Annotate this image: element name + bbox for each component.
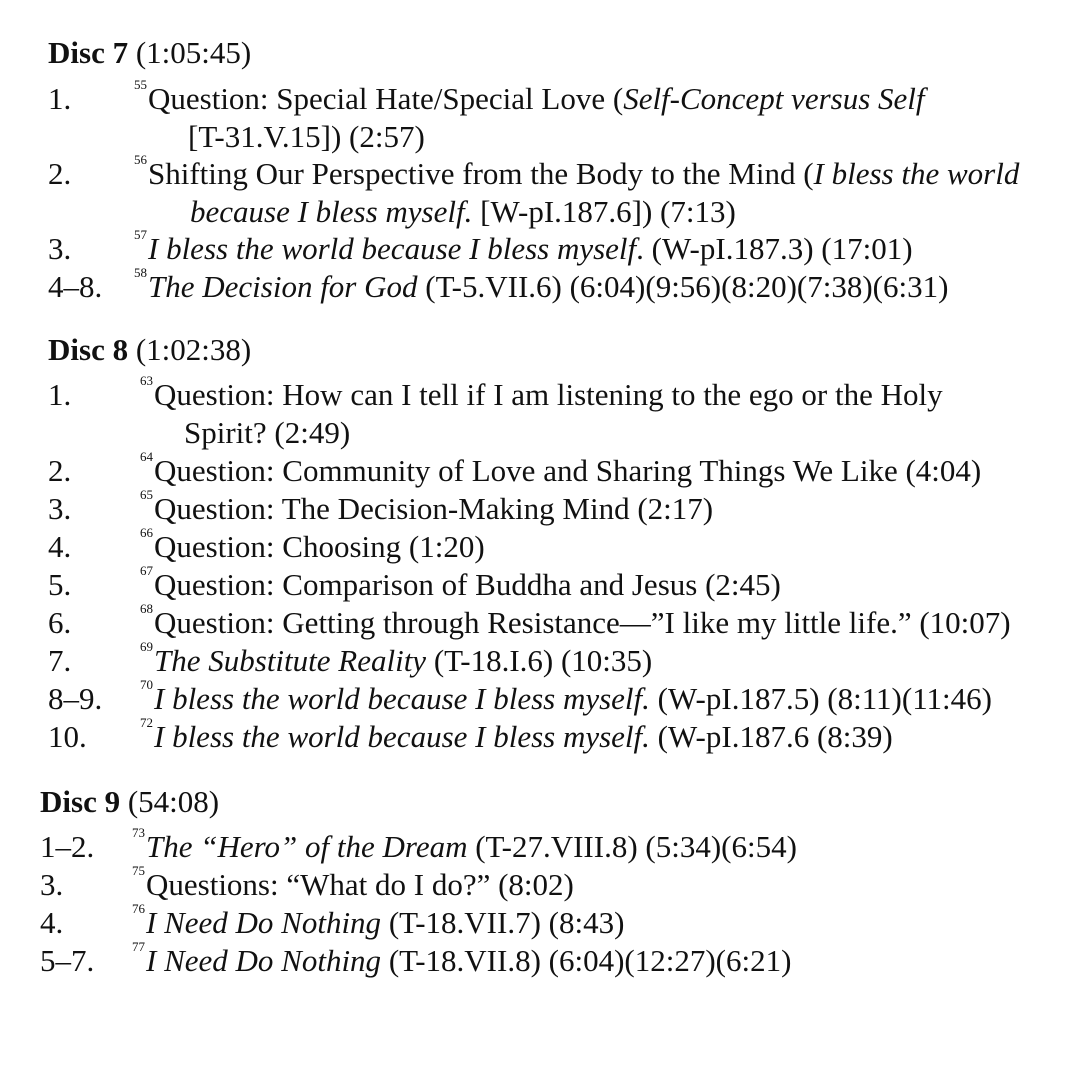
- track-number: 5–7.: [40, 943, 95, 978]
- track-number: 3.: [40, 867, 64, 902]
- footnote-ref: 69: [140, 639, 153, 654]
- track-number: 2.: [48, 156, 72, 191]
- track-title: [134, 152, 1020, 193]
- track-italic: I bless the world because I bless myself.: [154, 681, 650, 716]
- track-italic: The “Hero” of the Dream: [146, 829, 468, 864]
- track-number: 8–9.: [48, 681, 103, 716]
- footnote-ref: 70: [140, 677, 153, 692]
- track-text: (T-5.VII.6) (6:04)(9:56)(8:20)(7:38)(6:31): [417, 269, 949, 304]
- disc-duration: (1:02:38): [135, 332, 252, 367]
- disc-heading: [48, 34, 251, 72]
- track-text: [T-31.V.15]) (2:57): [188, 119, 425, 154]
- track-italic: The Substitute Reality: [154, 643, 427, 678]
- track-text: [W-pI.187.6]) (7:13): [472, 194, 736, 229]
- track-italic: The Decision for God: [148, 269, 418, 304]
- track-number: 10.: [48, 719, 87, 754]
- track-title: [132, 939, 792, 980]
- track-title: [140, 601, 1011, 642]
- track-text: (W-pI.187.6 (8:39): [649, 719, 893, 754]
- footnote-ref: 55: [134, 77, 147, 92]
- track-title: [132, 901, 625, 942]
- track-italic: I Need Do Nothing: [146, 905, 382, 940]
- track-text: Question: Special Hate/Special Love (: [148, 81, 624, 116]
- disc-title: Disc 9: [40, 784, 121, 819]
- track-title: [134, 77, 925, 118]
- track-text: Question: Getting through Resistance—”I like my little life.” (10:07): [154, 605, 1011, 640]
- track-number: 5.: [48, 567, 72, 602]
- track-text: (T-18.VII.8) (6:04)(12:27)(6:21): [381, 943, 792, 978]
- track-text: Shifting Our Perspective from the Body to the Mind (: [148, 156, 814, 191]
- footnote-ref: 77: [132, 939, 145, 954]
- track-title: [132, 863, 574, 904]
- footnote-ref: 56: [134, 152, 147, 167]
- track-italic: I bless the world because I bless myself: [148, 231, 637, 266]
- track-text: Question: The Decision-Making Mind (2:17): [154, 491, 714, 526]
- track-title: [134, 265, 949, 306]
- track-number: 7.: [48, 643, 72, 678]
- track-number: 1.: [48, 81, 72, 116]
- track-text: (T-18.I.6) (10:35): [426, 643, 653, 678]
- track-title-continued: [184, 414, 350, 452]
- track-text: (T-18.VII.7) (8:43): [381, 905, 625, 940]
- footnote-ref: 75: [132, 863, 145, 878]
- track-title: [134, 227, 913, 268]
- track-title-continued: [190, 193, 736, 231]
- track-number: 6.: [48, 605, 72, 640]
- track-italic: I bless the world: [813, 156, 1020, 191]
- track-number: 4–8.: [48, 269, 103, 304]
- track-text: Question: Community of Love and Sharing Things We Like (4:04): [154, 453, 982, 488]
- footnote-ref: 76: [132, 901, 145, 916]
- track-number: 4.: [40, 905, 64, 940]
- disc-heading: [48, 331, 251, 369]
- track-title: [140, 449, 982, 490]
- footnote-ref: 72: [140, 715, 153, 730]
- track-number: 4.: [48, 529, 72, 564]
- track-title: [140, 563, 781, 604]
- track-text: . (W-pI.187.3) (17:01): [636, 231, 913, 266]
- disc-duration: (1:05:45): [135, 35, 252, 70]
- track-number: 3.: [48, 491, 72, 526]
- track-text: Spirit? (2:49): [184, 415, 351, 450]
- track-title: [140, 677, 992, 718]
- track-number: 1–2.: [40, 829, 95, 864]
- footnote-ref: 73: [132, 825, 145, 840]
- track-italic: I bless the world because I bless myself.: [154, 719, 650, 754]
- track-number: 1.: [48, 377, 72, 412]
- track-text: Question: How can I tell if I am listening to the ego or the Holy: [154, 377, 943, 412]
- track-number: 3.: [48, 231, 72, 266]
- track-italic: Self-Concept versus Self: [623, 81, 925, 116]
- track-italic: I Need Do Nothing: [146, 943, 382, 978]
- footnote-ref: 66: [140, 525, 153, 540]
- track-text: Question: Comparison of Buddha and Jesus (2:45): [154, 567, 781, 602]
- footnote-ref: 63: [140, 373, 153, 388]
- track-title: [140, 487, 714, 528]
- track-title: [132, 825, 797, 866]
- track-number: 2.: [48, 453, 72, 488]
- track-title-continued: [188, 118, 425, 156]
- disc-duration: (54:08): [127, 784, 220, 819]
- track-text: Questions: “What do I do?” (8:02): [146, 867, 574, 902]
- track-title: [140, 639, 653, 680]
- track-text: (W-pI.187.5) (8:11)(11:46): [649, 681, 992, 716]
- footnote-ref: 68: [140, 601, 153, 616]
- footnote-ref: 58: [134, 265, 147, 280]
- track-text: Question: Choosing (1:20): [154, 529, 485, 564]
- track-italic: because I bless myself.: [190, 194, 473, 229]
- track-text: (T-27.VIII.8) (5:34)(6:54): [467, 829, 797, 864]
- footnote-ref: 57: [134, 227, 147, 242]
- footnote-ref: 67: [140, 563, 153, 578]
- footnote-ref: 65: [140, 487, 153, 502]
- footnote-ref: 64: [140, 449, 153, 464]
- disc-title: Disc 8: [48, 332, 129, 367]
- disc-title: Disc 7: [48, 35, 129, 70]
- track-title: [140, 373, 943, 414]
- track-title: [140, 525, 485, 566]
- track-title: [140, 715, 893, 756]
- disc-heading: [40, 783, 219, 821]
